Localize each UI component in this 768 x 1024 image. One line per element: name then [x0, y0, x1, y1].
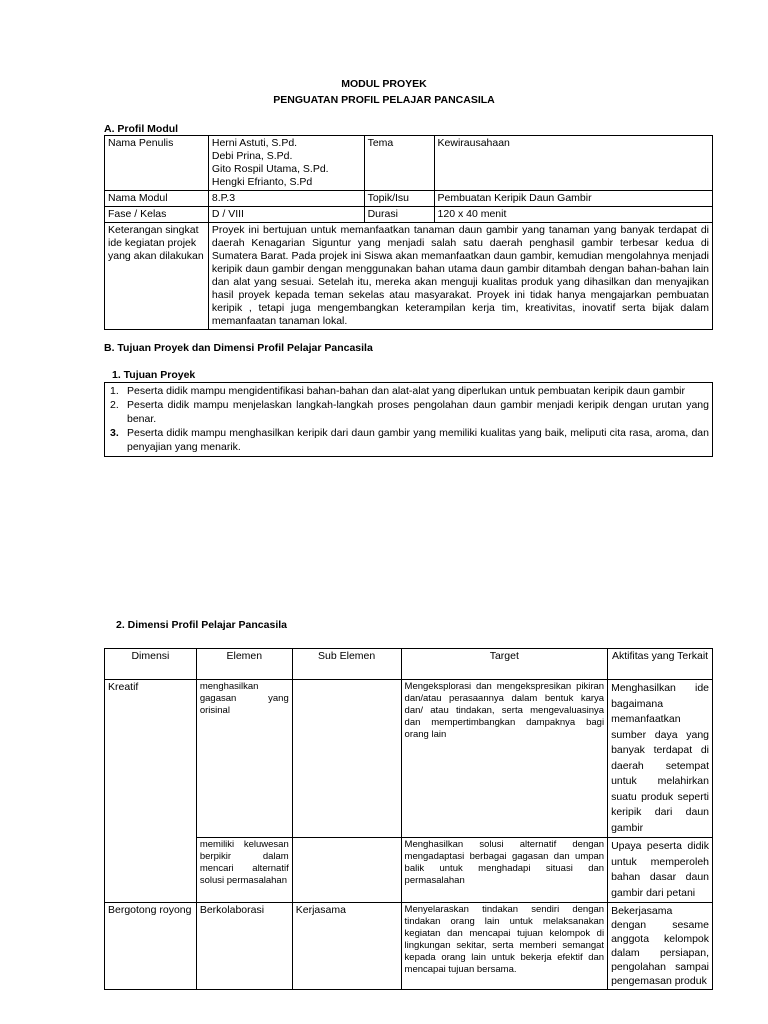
dimensi-heading: 2. Dimensi Profil Pelajar Pancasila [116, 619, 287, 631]
table-row [105, 838, 713, 903]
objective-text: Peserta didik mampu mengidentifikasi bahan-bahan dan alat-alat yang diperlukan untuk pembuatan keripik daun gambir [127, 385, 686, 397]
table-header-row [105, 649, 713, 680]
fase-value: D / VIII [208, 207, 364, 223]
topik-label: Topik/Isu [364, 191, 434, 207]
dimensi-cell: Bergotong royong [105, 903, 197, 990]
durasi-value: 120 x 40 menit [434, 207, 712, 223]
objective-number: 3. [110, 427, 119, 439]
modul-value: 8.P.3 [208, 191, 364, 207]
author-name: Herni Astuti, S.Pd. [211, 137, 298, 149]
objectives-cell [105, 383, 713, 457]
list-item [105, 398, 709, 426]
table-row [105, 903, 713, 990]
objective-number: 2. [110, 399, 119, 411]
col-header-aktifitas: Aktifitas yang Terkait [608, 649, 713, 680]
profil-modul-table [104, 135, 713, 330]
table-row [105, 136, 713, 191]
aktifitas-cell: Menghasilkan ide bagaimana memanfaatkan sumber daya yang banyak terdapat di daerah setempat untuk melahirkan suatu produk seperti keripik dari daun gambir [608, 680, 713, 838]
section-b-heading: B. Tujuan Proyek dan Dimensi Profil Pelajar Pancasila [104, 342, 373, 354]
target-cell: Mengeksplorasi dan mengekspresikan pikiran dan/atau perasaannya dalam bentuk karya dan/ atau tindakan, serta mengevaluasinya dan mempertimbangkan dampaknya bagi orang lain [401, 680, 608, 838]
tema-label: Tema [364, 136, 434, 191]
col-header-dimensi: Dimensi [105, 649, 197, 680]
sub-elemen-cell: Kerjasama [292, 903, 401, 990]
author-name: Debi Prina, S.Pd. [211, 150, 293, 162]
document-subtitle: PENGUATAN PROFIL PELAJAR PANCASILA [273, 94, 495, 106]
keterangan-value: Proyek ini bertujuan untuk memanfaatkan tanaman daun gambir yang tanaman yang banyak terdapat di daerah Kenagarian Siguntur yang menjadi salah satu daerah penghasil gambir terbesar kedua di Sumatera Barat. Pada projek ini Siswa akan memanfaatkan daun gambir, kemudian mengolahnya menjadi keripik daun gambir dengan menggunakan bahan utama daun gambir ditambah dengan bahan-bahan lain dan alat yang sesuai. Setelah itu, mereka akan menguji kualitas produk yang dihasilkan dan menyajikan hasil proyek kepada teman sekelas atau masyarakat. Proyek ini tidak hanya mengajarkan pembuatan keripik , tetapi juga mengembangkan keterampilan kerja tim, kreativitas, inovatif serta bijak dalam memanfaatan tanaman lokal. [208, 223, 712, 330]
elemen-cell: memiliki keluwesan berpikir dalam mencari alternatif solusi permasalahan [196, 838, 292, 903]
table-row [105, 223, 713, 330]
tujuan-proyek-heading: 1. Tujuan Proyek [112, 369, 196, 381]
list-item [105, 384, 709, 398]
dimensi-cell: Kreatif [105, 680, 197, 903]
penulis-value [208, 136, 364, 191]
target-cell: Menghasilkan solusi alternatif dengan mengadaptasi berbagai gagasan dan umpan balik untuk menghadapi situasi dan permasalahan [401, 838, 608, 903]
list-item [105, 426, 709, 454]
table-row [105, 383, 713, 457]
topik-value: Pembuatan Keripik Daun Gambir [434, 191, 712, 207]
col-header-sub-elemen: Sub Elemen [292, 649, 401, 680]
col-header-target: Target [401, 649, 608, 680]
author-name: Gito Rospil Utama, S.Pd. [211, 163, 329, 175]
aktifitas-cell: Upaya peserta didik untuk memperoleh bahan dasar daun gambir dari petani [608, 838, 713, 903]
tema-value: Kewirausahaan [434, 136, 712, 191]
aktifitas-cell: Bekerjasama dengan sesame anggota kelompok dalam persiapan, pengolahan sampai pengemasan produk [608, 903, 713, 990]
table-row [105, 191, 713, 207]
penulis-label: Nama Penulis [105, 136, 209, 191]
objective-text: Peserta didik mampu menjelaskan langkah-langkah proses pengolahan daun gambir menjadi keripik dengan urutan yang benar. [127, 399, 709, 425]
section-a-heading: A. Profil Modul [104, 123, 179, 135]
col-header-elemen: Elemen [196, 649, 292, 680]
author-name: Hengki Efrianto, S.Pd [211, 176, 313, 188]
elemen-cell: menghasilkan gagasan yang orisinal [196, 680, 292, 838]
objective-text: Peserta didik mampu menghasilkan keripik dari daun gambir yang memiliki kualitas yang baik, meliputi cita rasa, aroma, dan penyajian yang menarik. [127, 427, 709, 453]
document-title: MODUL PROYEK [341, 78, 427, 90]
sub-elemen-cell [292, 680, 401, 838]
elemen-cell: Berkolaborasi [196, 903, 292, 990]
objectives-list [105, 384, 709, 454]
sub-elemen-cell [292, 838, 401, 903]
objectives-table [104, 382, 713, 457]
target-cell: Menyelaraskan tindakan sendiri dengan tindakan orang lain untuk melaksanakan kegiatan dan mencapai tujuan kelompok di lingkungan sekitar, serta memberi semangat kepada orang lain untuk bekerja efektif dan mencapai tujuan bersama. [401, 903, 608, 990]
fase-label: Fase / Kelas [105, 207, 209, 223]
dimensi-table [104, 648, 713, 990]
durasi-label: Durasi [364, 207, 434, 223]
table-row [105, 207, 713, 223]
objective-number: 1. [110, 385, 119, 397]
keterangan-label: Keterangan singkat ide kegiatan projek yang akan dilakukan [105, 223, 209, 330]
table-row [105, 680, 713, 838]
modul-label: Nama Modul [105, 191, 209, 207]
